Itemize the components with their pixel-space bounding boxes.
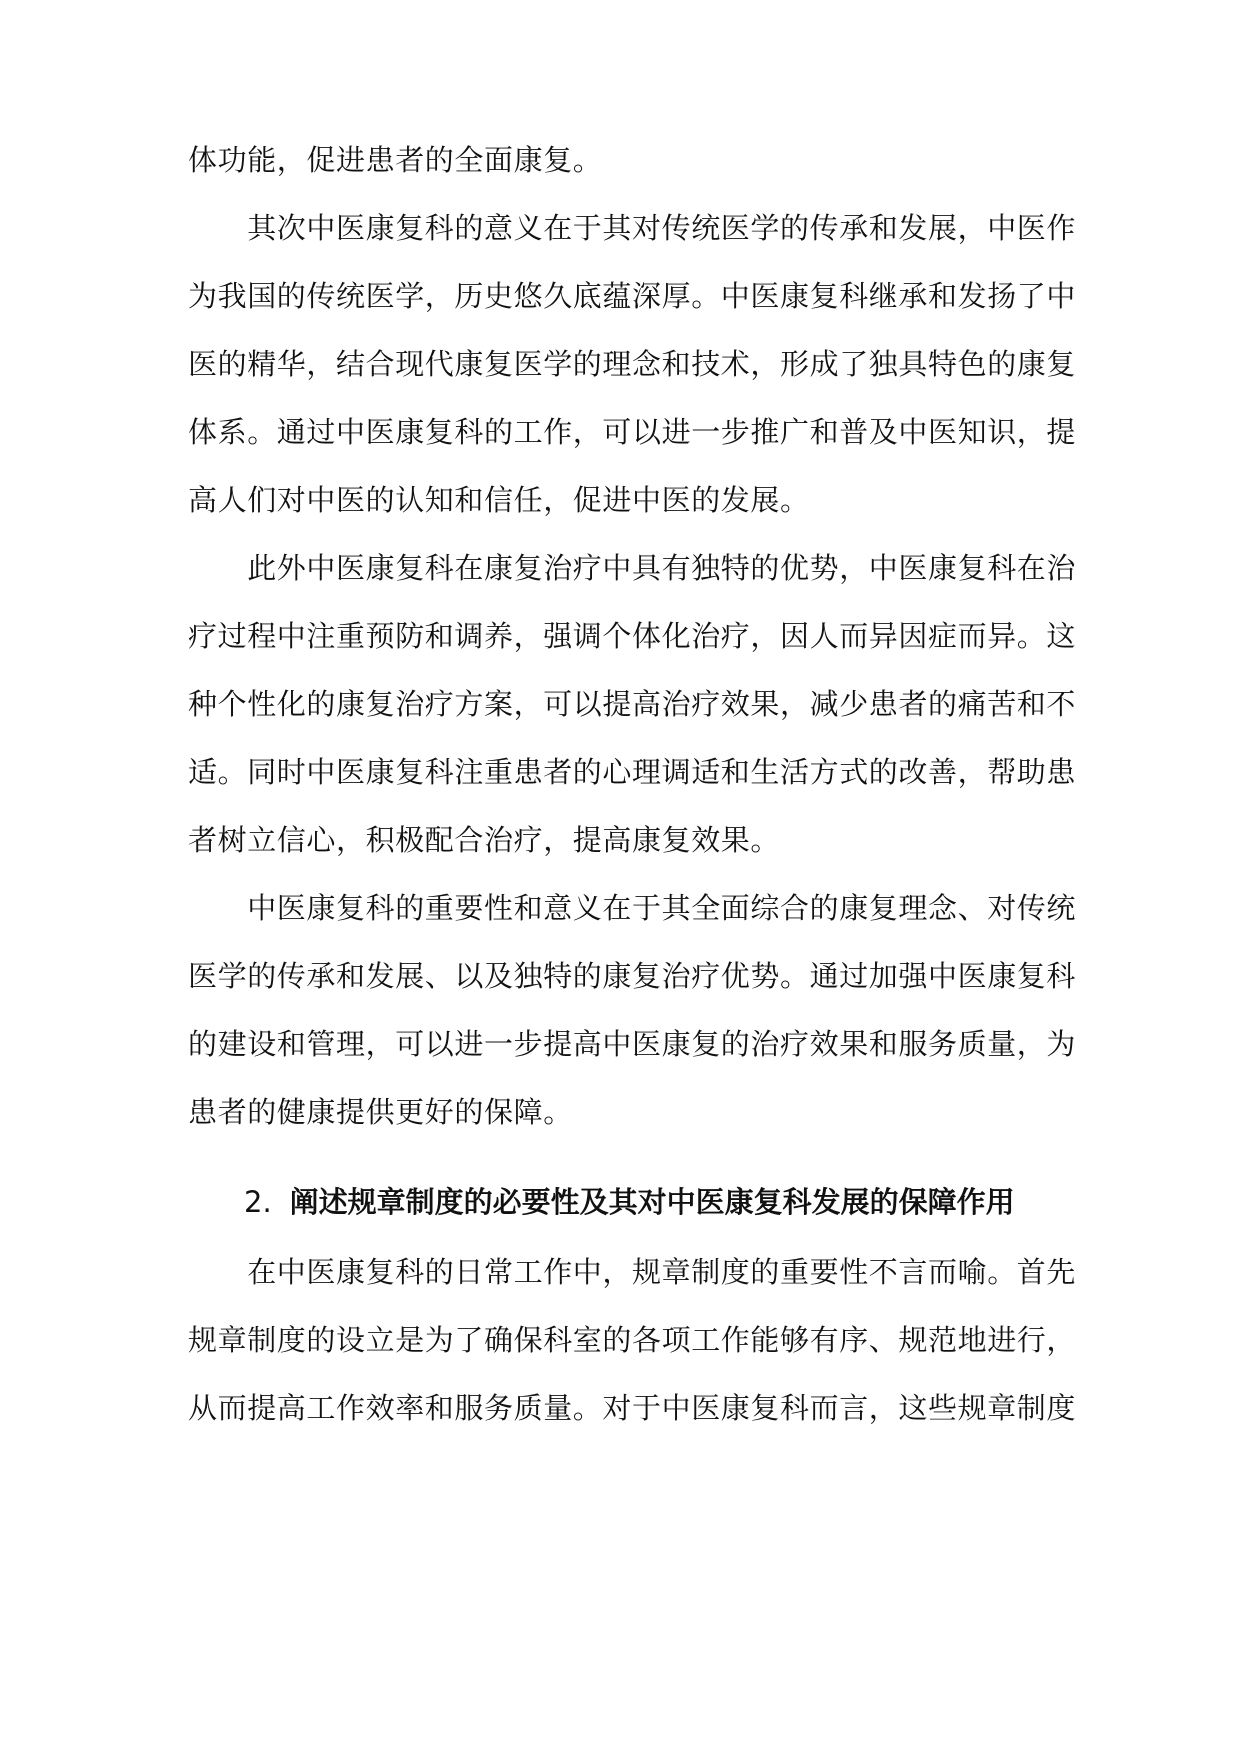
text-line: 适。同时中医康复科注重患者的心理调适和生活方式的改善，帮助患 xyxy=(188,755,1077,789)
text-line: 医的精华，结合现代康复医学的理念和技术，形成了独具特色的康复 xyxy=(188,347,1077,381)
text-line: 在中医康复科的日常工作中，规章制度的重要性不言而喻。首先 xyxy=(188,1255,1077,1289)
text-line: 者树立信心，积极配合治疗，提高康复效果。 xyxy=(188,823,781,857)
text-line: 医学的传承和发展、以及独特的康复治疗优势。通过加强中医康复科 xyxy=(188,959,1077,993)
text-line: 此外中医康复科在康复治疗中具有独特的优势，中医康复科在治 xyxy=(188,551,1077,585)
text-line: 其次中医康复科的意义在于其对传统医学的传承和发展，中医作 xyxy=(188,211,1077,245)
text-line: 规章制度的设立是为了确保科室的各项工作能够有序、规范地进行， xyxy=(188,1323,1077,1357)
text-line: 的建设和管理，可以进一步提高中医康复的治疗效果和服务质量，为 xyxy=(188,1027,1077,1061)
section-heading xyxy=(244,1182,1015,1222)
text-line: 疗过程中注重预防和调养，强调个体化治疗，因人而异因症而异。这 xyxy=(188,619,1077,653)
section-title: 阐述规章制度的必要性及其对中医康复科发展的保障作用 xyxy=(289,1185,1015,1219)
text-line: 体系。通过中医康复科的工作，可以进一步推广和普及中医知识，提 xyxy=(188,415,1077,449)
section-number: 2. xyxy=(244,1185,272,1219)
text-line: 患者的健康提供更好的保障。 xyxy=(188,1095,573,1129)
text-line: 体功能，促进患者的全面康复。 xyxy=(188,143,603,177)
text-line: 中医康复科的重要性和意义在于其全面综合的康复理念、对传统 xyxy=(188,891,1077,925)
text-line: 为我国的传统医学，历史悠久底蕴深厚。中医康复科继承和发扬了中 xyxy=(188,279,1077,313)
text-line: 种个性化的康复治疗方案，可以提高治疗效果，减少患者的痛苦和不 xyxy=(188,687,1077,721)
text-line: 从而提高工作效率和服务质量。对于中医康复科而言，这些规章制度 xyxy=(188,1391,1077,1425)
text-line: 高人们对中医的认知和信任，促进中医的发展。 xyxy=(188,483,810,517)
